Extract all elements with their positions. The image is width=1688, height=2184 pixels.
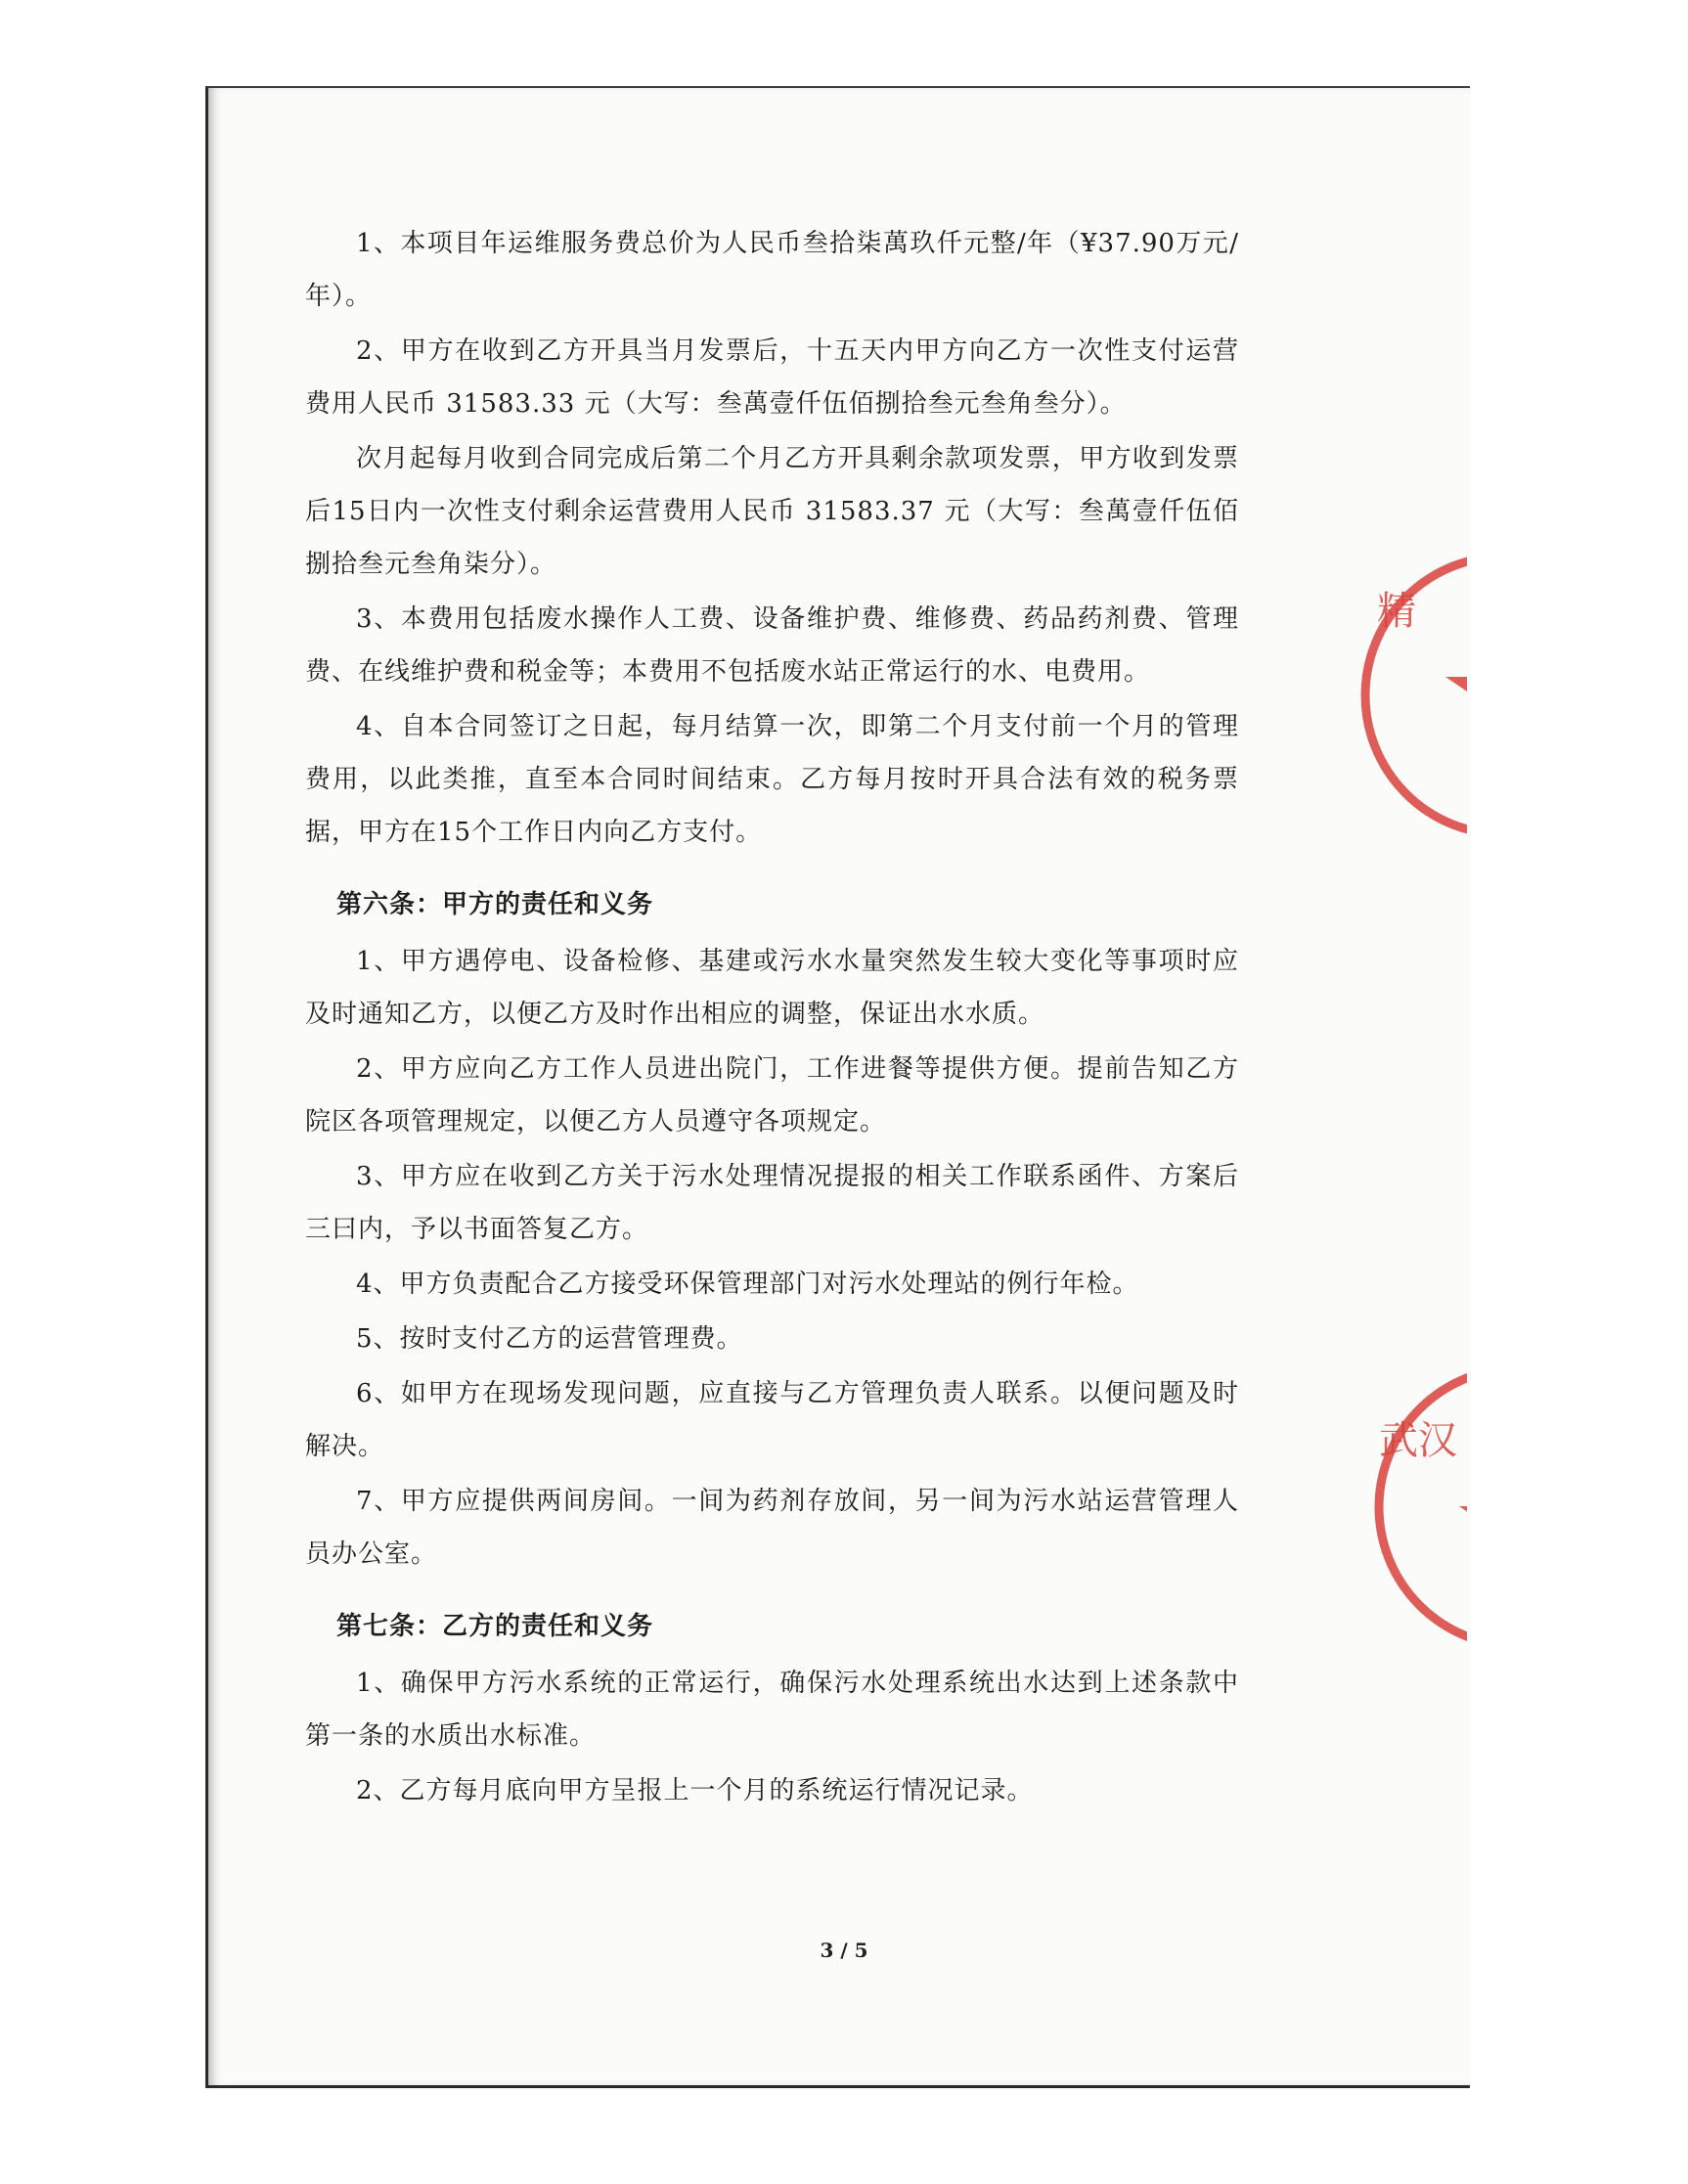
section-6-item: 7、甲方应提供两间房间。一间为药剂存放间，另一间为污水站运营管理人员办公室。 [305, 1487, 1239, 1569]
section-7-item: 2、乙方每月底向甲方呈报上一个月的系统运行情况记录。 [356, 1776, 1034, 1805]
paragraph-fee-total: 1、本项目年运维服务费总价为人民币叁拾柒萬玖仟元整/年（¥37.90万元/年）。 [305, 229, 1239, 311]
section-6-item: 3、甲方应在收到乙方关于污水处理情况提报的相关工作联系函件、方案后三曰内，予以书面答复乙方。 [305, 1162, 1239, 1244]
section-6-heading: 第六条：甲方的责任和义务 [336, 890, 654, 919]
svg-text:精: 精 [1377, 589, 1416, 634]
svg-text:武汉: 武汉 [1379, 1418, 1457, 1463]
section-6-item: 5、按时支付乙方的运营管理费。 [356, 1324, 743, 1354]
document-body [305, 217, 1239, 1819]
section-7-item: 1、确保甲方污水系统的正常运行，确保污水处理系统出水达到上述条款中第一条的水质出水标准。 [305, 1669, 1239, 1751]
company-seal-bottom [1371, 1356, 1467, 1659]
paragraph-first-payment: 2、甲方在收到乙方开具当月发票后，十五天内甲方向乙方一次性支付运营费用人民币 31583.33 元（大写：叁萬壹仟伍佰捌拾叁元叁角叁分）。 [305, 336, 1239, 419]
paragraph-monthly-payment: 次月起每月收到合同完成后第二个月乙方开具剩余款项发票，甲方收到发票后15日内一次性支付剩余运营费用人民币 31583.37 元（大写：叁萬壹仟伍佰捌拾叁元叁角柒分）。 [305, 444, 1239, 579]
page-number: 3 / 5 [820, 1939, 868, 1962]
section-6-item: 2、甲方应向乙方工作人员进出院门，工作进餐等提供方便。提前告知乙方院区各项管理规定，以便乙方人员遵守各项规定。 [305, 1054, 1239, 1137]
section-6-item: 1、甲方遇停电、设备检修、基建或污水水量突然发生较大变化等事项时应及时通知乙方，以便乙方及时作出相应的调整，保证出水水质。 [305, 947, 1239, 1029]
section-7-heading: 第七条：乙方的责任和义务 [336, 1612, 654, 1641]
paragraph-fee-scope: 3、本费用包括废水操作人工费、设备维护费、维修费、药品药剂费、管理费、在线维护费和税金等；本费用不包括废水站正常运行的水、电费用。 [305, 604, 1239, 687]
company-seal-top [1357, 544, 1467, 847]
section-6-item: 4、甲方负责配合乙方接受环保管理部门对污水处理站的例行年检。 [356, 1270, 1139, 1299]
paragraph-settlement: 4、自本合同签订之日起，每月结算一次，即第二个月支付前一个月的管理费用，以此类推，直至本合同时间结束。乙方每月按时开具合法有效的税务票据，甲方在15个工作日内向乙方支付。 [305, 712, 1239, 847]
section-6-item: 6、如甲方在现场发现问题，应直接与乙方管理负责人联系。以便问题及时 解决。 [305, 1379, 1239, 1461]
